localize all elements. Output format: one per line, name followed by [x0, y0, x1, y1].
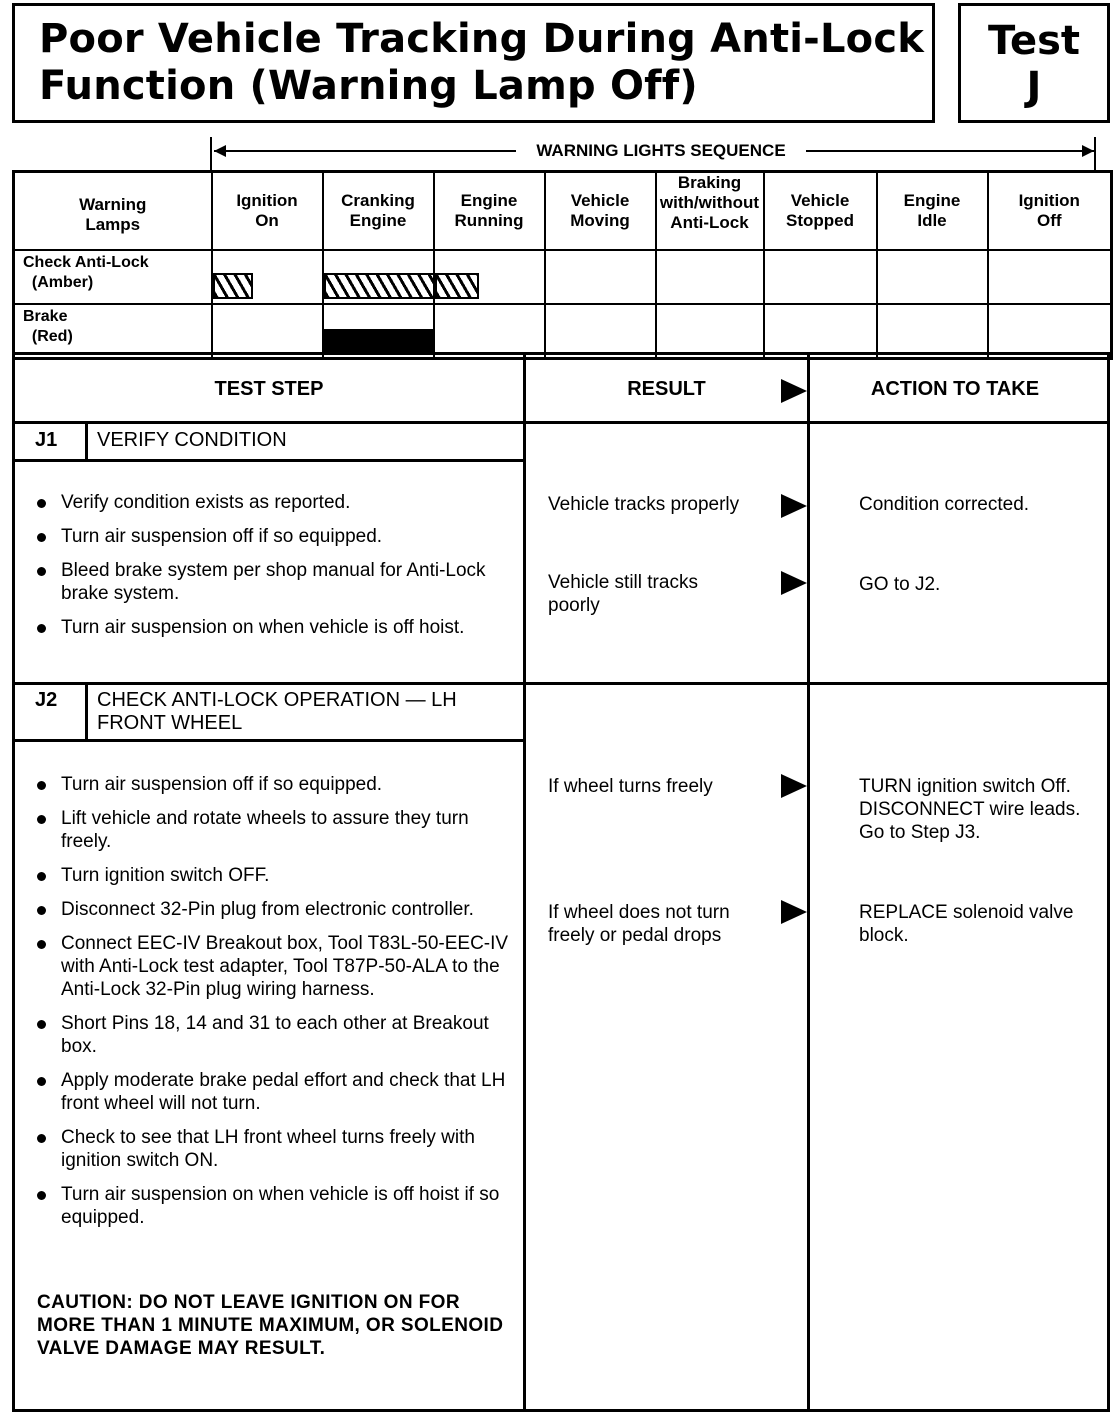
- step-id: J1: [35, 429, 58, 451]
- warning-lamp-table: [12, 170, 1113, 360]
- amber-lamp-on-indicator: [435, 273, 479, 299]
- diagnostic-table: [12, 352, 1110, 1412]
- divider: [523, 355, 526, 1409]
- amber-lamp-on-indicator: [324, 273, 435, 299]
- col-engine-idle: Engine Idle: [877, 172, 988, 251]
- col-engine-running: Engine Running: [434, 172, 545, 251]
- result-arrow-icon: [781, 900, 807, 924]
- step-j2-bullets: [35, 773, 515, 1229]
- sequence-arrow-left-icon: [214, 145, 226, 157]
- list-item: Apply moderate brake pedal effort and check that LH front wheel will not turn.: [35, 1069, 515, 1115]
- list-item: Bleed brake system per shop manual for Anti-Lock brake system.: [35, 559, 515, 605]
- action-text: GO to J2.: [859, 574, 941, 595]
- list-item: Connect EEC-IV Breakout box, Tool T83L-50-EEC-IV with Anti-Lock test adapter, Tool T87P-50-ALA to the Anti-Lock 32-Pin plug wiring harness.: [35, 932, 515, 1001]
- corner-header: Warning Lamps: [14, 172, 212, 251]
- list-item: Turn air suspension off if so equipped.: [35, 773, 515, 796]
- list-item: Turn air suspension on when vehicle is off hoist.: [35, 616, 515, 639]
- divider: [15, 739, 523, 742]
- col-vehicle-moving: Vehicle Moving: [545, 172, 656, 251]
- title-box: [12, 3, 935, 123]
- step-title: VERIFY CONDITION: [97, 429, 287, 451]
- test-id-box: [958, 3, 1110, 123]
- action-text: REPLACE solenoid valve block.: [859, 902, 1074, 946]
- result-text: Vehicle still tracks poorly: [548, 572, 698, 616]
- list-item: Lift vehicle and rotate wheels to assure they turn freely.: [35, 807, 515, 853]
- step-id: J2: [35, 689, 58, 711]
- result-text: If wheel does not turn freely or pedal drops: [548, 902, 730, 946]
- col-cranking-engine: Cranking Engine: [323, 172, 434, 251]
- sequence-tick-left: [210, 137, 212, 170]
- action-text: TURN ignition switch Off. DISCONNECT wire leads. Go to Step J3.: [859, 776, 1081, 843]
- step-j1-bullets: [35, 491, 515, 639]
- header-result: RESULT: [627, 378, 706, 400]
- list-item: Turn air suspension off if so equipped.: [35, 525, 515, 548]
- list-item: Short Pins 18, 14 and 31 to each other at Breakout box.: [35, 1012, 515, 1058]
- row-check-anti-lock: [14, 250, 1112, 304]
- col-braking: Braking with/without Anti-Lock: [656, 172, 764, 251]
- test-id: J: [1026, 64, 1042, 110]
- action-text: Condition corrected.: [859, 494, 1030, 515]
- divider: [85, 421, 88, 461]
- divider: [15, 682, 1107, 685]
- result-arrow-icon: [781, 379, 807, 403]
- divider: [807, 355, 810, 1409]
- list-item: Disconnect 32-Pin plug from electronic controller.: [35, 898, 515, 921]
- test-label: Test: [987, 18, 1081, 64]
- divider: [15, 421, 1107, 424]
- row-label-brake: Brake (Red): [14, 304, 212, 359]
- result-arrow-icon: [781, 571, 807, 595]
- result-text: If wheel turns freely: [548, 776, 713, 797]
- row-brake: [14, 304, 1112, 359]
- sequence-label: WARNING LIGHTS SEQUENCE: [516, 140, 806, 162]
- col-ignition-off: Ignition Off: [988, 172, 1112, 251]
- step-title: CHECK ANTI-LOCK OPERATION — LH FRONT WHEEL: [97, 689, 457, 734]
- sequence-tick-right: [1094, 137, 1096, 170]
- caution-note: CAUTION: DO NOT LEAVE IGNITION ON FOR MORE THAN 1 MINUTE MAXIMUM, OR SOLENOID VALVE DAMAGE MAY RESULT.: [37, 1292, 504, 1359]
- red-lamp-on-indicator: [324, 329, 435, 354]
- header-action: ACTION TO TAKE: [870, 378, 1040, 400]
- list-item: Turn air suspension on when vehicle is off hoist if so equipped.: [35, 1183, 515, 1229]
- list-item: Verify condition exists as reported.: [35, 491, 515, 514]
- col-ignition-on: Ignition On: [212, 172, 323, 251]
- divider: [15, 459, 523, 462]
- page-title-line-1: Poor Vehicle Tracking During Anti-Lock: [39, 16, 925, 62]
- row-label-check-anti-lock: Check Anti-Lock (Amber): [14, 250, 212, 304]
- page-title-line-2: Function (Warning Lamp Off): [39, 63, 698, 109]
- result-arrow-icon: [781, 774, 807, 798]
- header-test-step: TEST STEP: [214, 378, 324, 400]
- list-item: Check to see that LH front wheel turns freely with ignition switch ON.: [35, 1126, 515, 1172]
- sequence-arrow-right-icon: [1082, 145, 1094, 157]
- divider: [85, 682, 88, 740]
- result-text: Vehicle tracks properly: [548, 494, 740, 515]
- amber-lamp-on-indicator: [213, 273, 253, 299]
- list-item: Turn ignition switch OFF.: [35, 864, 515, 887]
- col-vehicle-stopped: Vehicle Stopped: [764, 172, 877, 251]
- result-arrow-icon: [781, 494, 807, 518]
